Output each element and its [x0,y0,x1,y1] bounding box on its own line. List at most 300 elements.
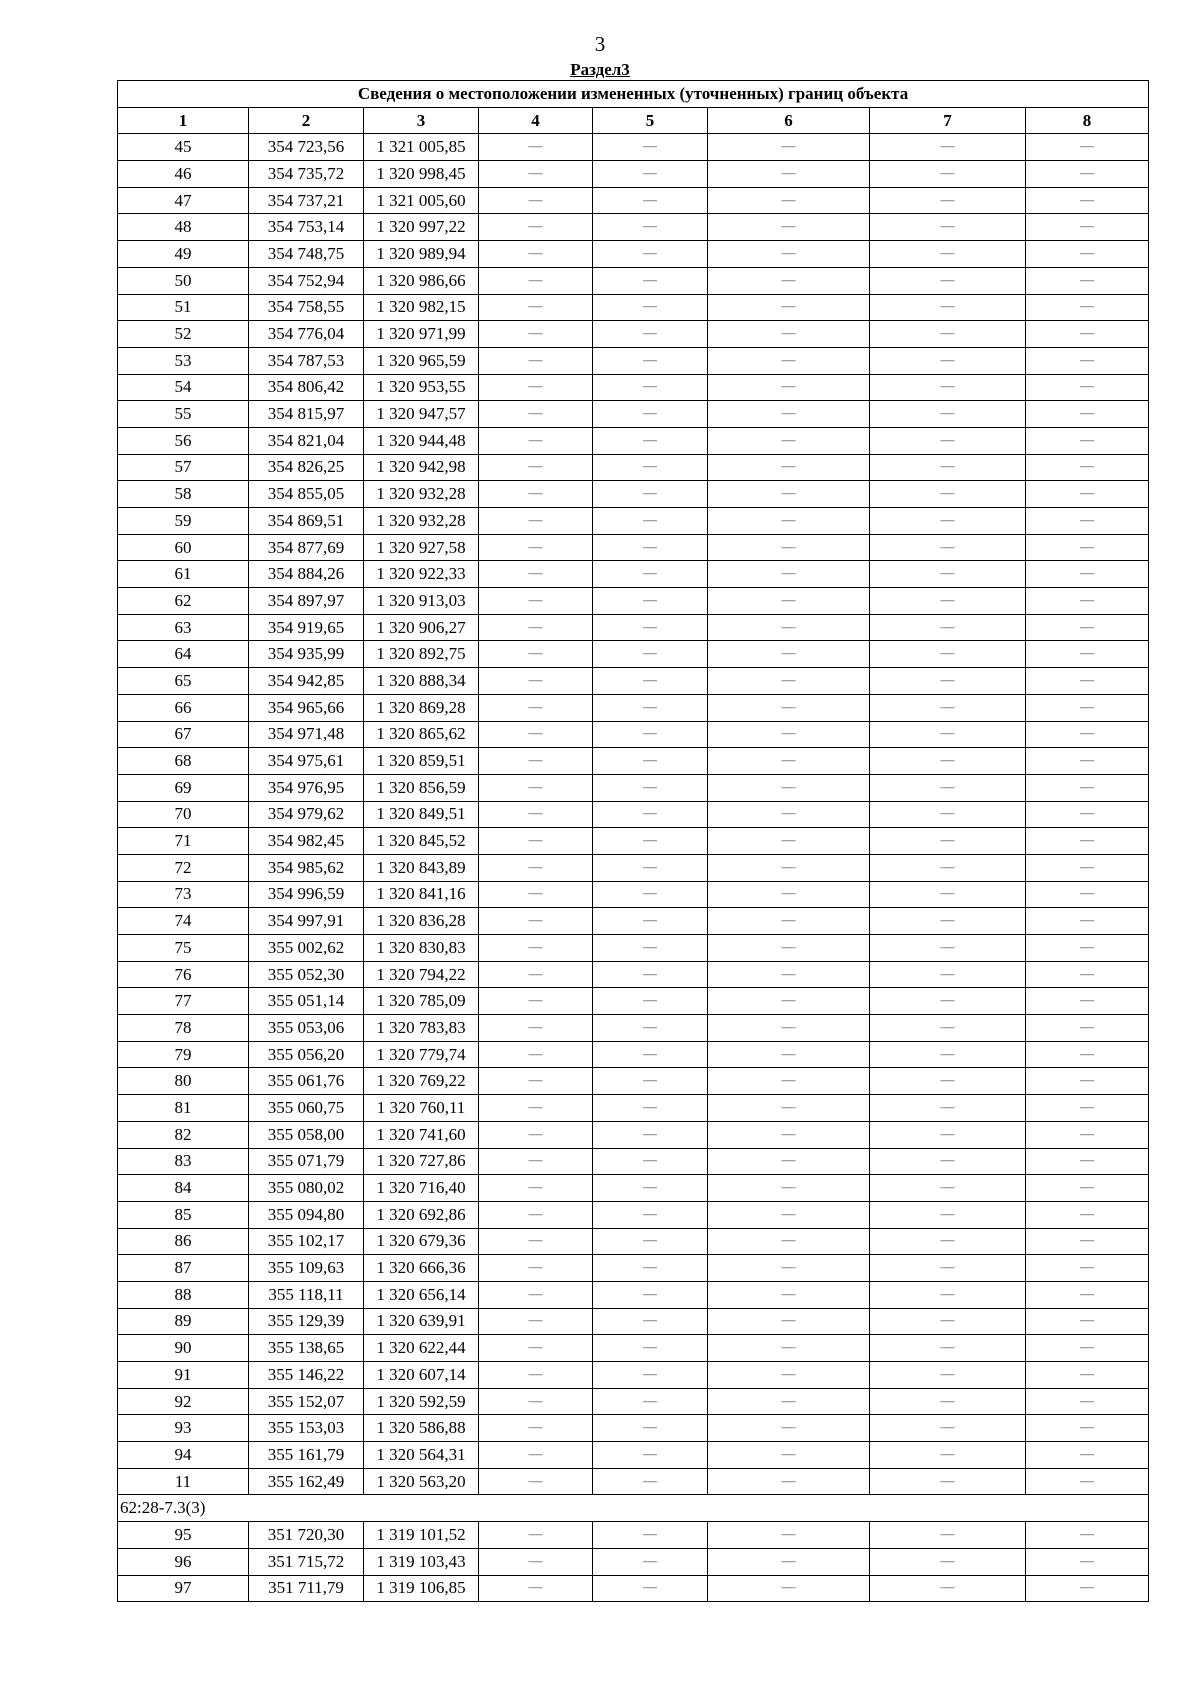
empty-value-dash: — [479,267,593,294]
point-number: 72 [118,854,249,881]
coordinate-x: 355 102,17 [249,1228,364,1255]
coordinate-y: 1 320 998,45 [364,161,479,188]
coordinate-y: 1 320 836,28 [364,908,479,935]
coordinate-x: 354 787,53 [249,347,364,374]
coordinate-y: 1 320 845,52 [364,828,479,855]
empty-value-dash: — [708,1415,870,1442]
empty-value-dash: — [593,1335,708,1362]
table-row [118,1362,1149,1389]
empty-value-dash: — [593,1175,708,1202]
empty-value-dash: — [479,1335,593,1362]
coordinate-y: 1 321 005,85 [364,134,479,161]
empty-value-dash: — [1026,1095,1149,1122]
coordinate-y: 1 320 716,40 [364,1175,479,1202]
point-number: 79 [118,1041,249,1068]
table-row [118,1175,1149,1202]
empty-value-dash: — [593,401,708,428]
point-number: 87 [118,1255,249,1282]
empty-value-dash: — [479,854,593,881]
table-row [118,401,1149,428]
empty-value-dash: — [870,161,1026,188]
table-row [118,774,1149,801]
table-row [118,534,1149,561]
empty-value-dash: — [1026,801,1149,828]
empty-value-dash: — [708,1388,870,1415]
point-number: 70 [118,801,249,828]
empty-value-dash: — [593,481,708,508]
empty-value-dash: — [870,534,1026,561]
table-row [118,1201,1149,1228]
point-number: 57 [118,454,249,481]
empty-value-dash: — [1026,1068,1149,1095]
empty-value-dash: — [1026,961,1149,988]
coordinate-x: 355 146,22 [249,1362,364,1389]
empty-value-dash: — [479,694,593,721]
empty-value-dash: — [479,561,593,588]
empty-value-dash: — [593,1121,708,1148]
empty-value-dash: — [708,881,870,908]
coordinate-y: 1 320 843,89 [364,854,479,881]
empty-value-dash: — [708,508,870,535]
empty-value-dash: — [1026,294,1149,321]
empty-value-dash: — [479,1548,593,1575]
empty-value-dash: — [870,1228,1026,1255]
empty-value-dash: — [593,668,708,695]
empty-value-dash: — [593,801,708,828]
empty-value-dash: — [870,614,1026,641]
coordinate-y: 1 320 892,75 [364,641,479,668]
table-row [118,668,1149,695]
coordinate-x: 355 109,63 [249,1255,364,1282]
empty-value-dash: — [1026,935,1149,962]
coordinate-y: 1 320 869,28 [364,694,479,721]
coordinate-x: 355 061,76 [249,1068,364,1095]
empty-value-dash: — [870,1121,1026,1148]
point-number: 91 [118,1362,249,1389]
empty-value-dash: — [593,961,708,988]
coordinate-x: 355 052,30 [249,961,364,988]
empty-value-dash: — [479,534,593,561]
empty-value-dash: — [479,241,593,268]
empty-value-dash: — [1026,881,1149,908]
empty-value-dash: — [479,374,593,401]
empty-value-dash: — [479,774,593,801]
coordinate-x: 354 735,72 [249,161,364,188]
empty-value-dash: — [479,427,593,454]
coordinate-y: 1 320 859,51 [364,748,479,775]
coordinate-x: 355 080,02 [249,1175,364,1202]
table-row [118,614,1149,641]
empty-value-dash: — [1026,241,1149,268]
coordinate-y: 1 320 927,58 [364,534,479,561]
coordinate-x: 351 711,79 [249,1575,364,1602]
empty-value-dash: — [708,1308,870,1335]
point-number: 49 [118,241,249,268]
point-number: 96 [118,1548,249,1575]
empty-value-dash: — [593,694,708,721]
empty-value-dash: — [1026,641,1149,668]
empty-value-dash: — [479,1281,593,1308]
empty-value-dash: — [870,1148,1026,1175]
empty-value-dash: — [708,694,870,721]
coordinate-y: 1 320 922,33 [364,561,479,588]
column-header: 2 [249,107,364,134]
empty-value-dash: — [708,801,870,828]
empty-value-dash: — [479,1015,593,1042]
coordinate-x: 355 053,06 [249,1015,364,1042]
empty-value-dash: — [870,1095,1026,1122]
empty-value-dash: — [593,534,708,561]
empty-value-dash: — [708,454,870,481]
empty-value-dash: — [479,347,593,374]
empty-value-dash: — [1026,1575,1149,1602]
coordinate-y: 1 319 101,52 [364,1522,479,1549]
table-row [118,267,1149,294]
point-number: 54 [118,374,249,401]
empty-value-dash: — [593,1068,708,1095]
empty-value-dash: — [870,241,1026,268]
coordinate-x: 355 129,39 [249,1308,364,1335]
empty-value-dash: — [708,668,870,695]
empty-value-dash: — [479,1068,593,1095]
empty-value-dash: — [479,481,593,508]
coordinate-x: 355 056,20 [249,1041,364,1068]
empty-value-dash: — [1026,561,1149,588]
table-row [118,1335,1149,1362]
coordinate-y: 1 320 989,94 [364,241,479,268]
group-row [118,1495,1149,1522]
point-number: 88 [118,1281,249,1308]
empty-value-dash: — [1026,321,1149,348]
empty-value-dash: — [870,988,1026,1015]
empty-value-dash: — [1026,1468,1149,1495]
point-number: 48 [118,214,249,241]
empty-value-dash: — [870,1201,1026,1228]
empty-value-dash: — [1026,721,1149,748]
table-row [118,1255,1149,1282]
empty-value-dash: — [593,347,708,374]
empty-value-dash: — [870,1548,1026,1575]
coordinate-x: 355 058,00 [249,1121,364,1148]
empty-value-dash: — [593,1255,708,1282]
table-row [118,508,1149,535]
empty-value-dash: — [1026,1362,1149,1389]
empty-value-dash: — [593,1095,708,1122]
empty-value-dash: — [593,748,708,775]
empty-value-dash: — [1026,1281,1149,1308]
point-number: 82 [118,1121,249,1148]
point-number: 86 [118,1228,249,1255]
empty-value-dash: — [593,161,708,188]
coordinate-x: 354 942,85 [249,668,364,695]
table-row [118,1095,1149,1122]
empty-value-dash: — [870,881,1026,908]
empty-value-dash: — [593,908,708,935]
coordinate-y: 1 320 666,36 [364,1255,479,1282]
empty-value-dash: — [870,1575,1026,1602]
section-title: Раздел3 [570,60,630,79]
coordinate-y: 1 320 971,99 [364,321,479,348]
coordinate-x: 354 982,45 [249,828,364,855]
coordinate-y: 1 320 953,55 [364,374,479,401]
table-row [118,908,1149,935]
empty-value-dash: — [708,1281,870,1308]
empty-value-dash: — [593,774,708,801]
coordinate-x: 355 094,80 [249,1201,364,1228]
table-row [118,374,1149,401]
coordinate-x: 355 071,79 [249,1148,364,1175]
column-header: 1 [118,107,249,134]
table-row [118,1121,1149,1148]
empty-value-dash: — [593,988,708,1015]
empty-value-dash: — [1026,347,1149,374]
empty-value-dash: — [479,721,593,748]
table-row [118,161,1149,188]
point-number: 63 [118,614,249,641]
table-row [118,1281,1149,1308]
boundary-coordinates-table [117,80,1149,1602]
empty-value-dash: — [870,1308,1026,1335]
empty-value-dash: — [870,1015,1026,1042]
empty-value-dash: — [870,1388,1026,1415]
empty-value-dash: — [1026,401,1149,428]
empty-value-dash: — [479,908,593,935]
table-row [118,1015,1149,1042]
point-number: 68 [118,748,249,775]
empty-value-dash: — [708,1015,870,1042]
coordinate-x: 355 138,65 [249,1335,364,1362]
coordinate-x: 355 162,49 [249,1468,364,1495]
empty-value-dash: — [593,614,708,641]
coordinate-y: 1 320 622,44 [364,1335,479,1362]
empty-value-dash: — [708,1041,870,1068]
point-number: 69 [118,774,249,801]
empty-value-dash: — [870,401,1026,428]
empty-value-dash: — [479,187,593,214]
coordinate-y: 1 320 856,59 [364,774,479,801]
coordinate-x: 355 153,03 [249,1415,364,1442]
empty-value-dash: — [593,854,708,881]
empty-value-dash: — [479,1522,593,1549]
empty-value-dash: — [1026,1228,1149,1255]
point-number: 90 [118,1335,249,1362]
coordinate-y: 1 320 982,15 [364,294,479,321]
empty-value-dash: — [708,1255,870,1282]
point-number: 62 [118,588,249,615]
empty-value-dash: — [708,374,870,401]
empty-value-dash: — [870,214,1026,241]
empty-value-dash: — [479,588,593,615]
empty-value-dash: — [593,1388,708,1415]
empty-value-dash: — [593,1041,708,1068]
empty-value-dash: — [870,1068,1026,1095]
empty-value-dash: — [708,774,870,801]
column-header: 4 [479,107,593,134]
empty-value-dash: — [479,801,593,828]
coordinate-x: 351 720,30 [249,1522,364,1549]
empty-value-dash: — [593,1468,708,1495]
coordinate-y: 1 320 932,28 [364,508,479,535]
coordinate-x: 355 152,07 [249,1388,364,1415]
empty-value-dash: — [870,641,1026,668]
coordinate-y: 1 320 639,91 [364,1308,479,1335]
empty-value-dash: — [708,614,870,641]
table-row [118,988,1149,1015]
empty-value-dash: — [708,1522,870,1549]
empty-value-dash: — [1026,187,1149,214]
empty-value-dash: — [593,1281,708,1308]
empty-value-dash: — [593,214,708,241]
table-row [118,694,1149,721]
empty-value-dash: — [593,187,708,214]
table-row [118,481,1149,508]
empty-value-dash: — [1026,694,1149,721]
coordinate-y: 1 320 592,59 [364,1388,479,1415]
table-caption: Сведения о местоположении измененных (уточненных) границ объекта [118,81,1149,108]
empty-value-dash: — [593,1522,708,1549]
coordinate-x: 354 748,75 [249,241,364,268]
coordinate-x: 354 723,56 [249,134,364,161]
table-row [118,427,1149,454]
coordinate-y: 1 320 760,11 [364,1095,479,1122]
empty-value-dash: — [593,134,708,161]
coordinate-x: 355 118,11 [249,1281,364,1308]
empty-value-dash: — [870,481,1026,508]
empty-value-dash: — [708,134,870,161]
empty-value-dash: — [708,1442,870,1469]
empty-value-dash: — [593,374,708,401]
point-number: 67 [118,721,249,748]
empty-value-dash: — [870,854,1026,881]
empty-value-dash: — [593,1415,708,1442]
table-row [118,1148,1149,1175]
point-number: 73 [118,881,249,908]
empty-value-dash: — [479,1308,593,1335]
empty-value-dash: — [870,347,1026,374]
point-number: 60 [118,534,249,561]
empty-value-dash: — [479,1041,593,1068]
empty-value-dash: — [870,1281,1026,1308]
coordinate-x: 354 975,61 [249,748,364,775]
coordinate-y: 1 320 727,86 [364,1148,479,1175]
point-number: 83 [118,1148,249,1175]
table-row [118,588,1149,615]
coordinate-y: 1 320 563,20 [364,1468,479,1495]
empty-value-dash: — [1026,1522,1149,1549]
empty-value-dash: — [870,454,1026,481]
table-row [118,961,1149,988]
coordinate-x: 354 821,04 [249,427,364,454]
coordinate-x: 354 997,91 [249,908,364,935]
empty-value-dash: — [1026,1201,1149,1228]
coordinate-y: 1 320 779,74 [364,1041,479,1068]
point-number: 52 [118,321,249,348]
coordinate-y: 1 320 679,36 [364,1228,479,1255]
empty-value-dash: — [479,961,593,988]
table-row [118,454,1149,481]
coordinate-y: 1 320 785,09 [364,988,479,1015]
coordinate-x: 354 985,62 [249,854,364,881]
empty-value-dash: — [1026,1548,1149,1575]
coordinate-x: 354 869,51 [249,508,364,535]
coordinate-y: 1 320 965,59 [364,347,479,374]
empty-value-dash: — [479,1201,593,1228]
coordinate-x: 354 971,48 [249,721,364,748]
empty-value-dash: — [479,614,593,641]
empty-value-dash: — [479,1228,593,1255]
table-row [118,214,1149,241]
point-number: 53 [118,347,249,374]
point-number: 75 [118,935,249,962]
empty-value-dash: — [479,321,593,348]
point-number: 89 [118,1308,249,1335]
point-number: 74 [118,908,249,935]
empty-value-dash: — [593,1575,708,1602]
coordinate-x: 354 758,55 [249,294,364,321]
empty-value-dash: — [870,321,1026,348]
empty-value-dash: — [870,1415,1026,1442]
empty-value-dash: — [1026,134,1149,161]
table-row [118,241,1149,268]
empty-value-dash: — [593,1201,708,1228]
empty-value-dash: — [870,1468,1026,1495]
point-number: 78 [118,1015,249,1042]
empty-value-dash: — [593,721,708,748]
empty-value-dash: — [593,454,708,481]
table-row [118,881,1149,908]
page-number: 3 [594,32,606,56]
coordinate-y: 1 320 888,34 [364,668,479,695]
coordinate-x: 354 753,14 [249,214,364,241]
empty-value-dash: — [708,1201,870,1228]
column-header-row [118,107,1149,134]
empty-value-dash: — [708,588,870,615]
empty-value-dash: — [479,881,593,908]
empty-value-dash: — [479,1575,593,1602]
coordinate-x: 354 884,26 [249,561,364,588]
coordinate-x: 355 002,62 [249,935,364,962]
empty-value-dash: — [1026,454,1149,481]
empty-value-dash: — [479,935,593,962]
table-row [118,561,1149,588]
empty-value-dash: — [479,1175,593,1202]
empty-value-dash: — [708,401,870,428]
coordinate-x: 354 996,59 [249,881,364,908]
coordinate-x: 355 051,14 [249,988,364,1015]
coordinate-x: 354 965,66 [249,694,364,721]
empty-value-dash: — [1026,1121,1149,1148]
coordinate-y: 1 320 841,16 [364,881,479,908]
coordinate-y: 1 320 586,88 [364,1415,479,1442]
coordinate-x: 354 737,21 [249,187,364,214]
empty-value-dash: — [870,187,1026,214]
empty-value-dash: — [870,961,1026,988]
empty-value-dash: — [708,1148,870,1175]
column-header: 3 [364,107,479,134]
table-row [118,721,1149,748]
empty-value-dash: — [479,134,593,161]
coordinate-x: 355 060,75 [249,1095,364,1122]
table-row [118,321,1149,348]
coordinate-y: 1 320 906,27 [364,614,479,641]
empty-value-dash: — [708,854,870,881]
empty-value-dash: — [708,267,870,294]
coordinate-y: 1 320 783,83 [364,1015,479,1042]
point-number: 11 [118,1468,249,1495]
empty-value-dash: — [708,1548,870,1575]
empty-value-dash: — [593,1362,708,1389]
table-caption-row [118,81,1149,108]
